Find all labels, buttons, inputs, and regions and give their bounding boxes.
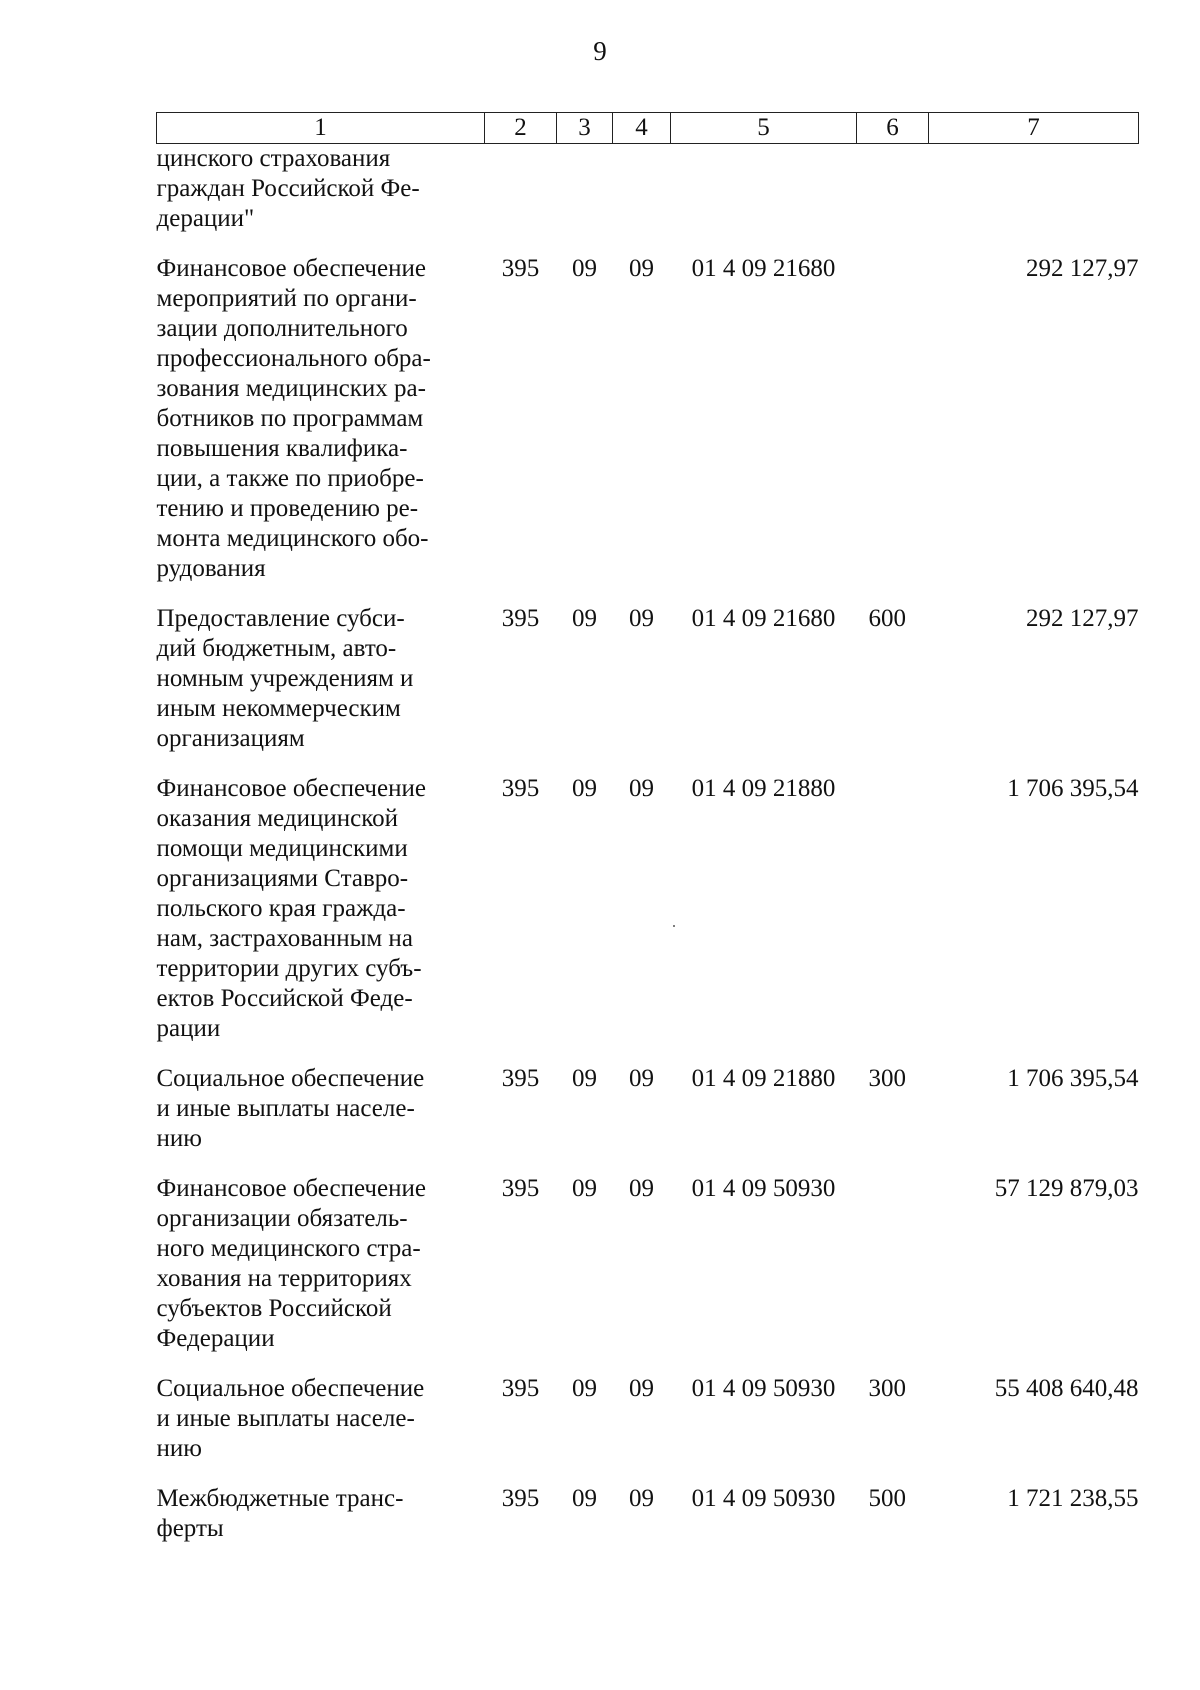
description-line: цинского страхования (156, 145, 391, 172)
table-body (157, 144, 1139, 1565)
description-line: граждан Российской Фе- (156, 175, 420, 202)
description-line: польского края гражда- (156, 895, 406, 922)
cell-vr: 500 (868, 1485, 906, 1512)
cell-amount: 1 706 395,54 (1007, 1065, 1139, 1092)
cell-vr (857, 1174, 929, 1374)
cell-gr: 395 (501, 775, 540, 802)
description-line: ции, а также по приобре- (156, 465, 424, 492)
header-row (157, 113, 1139, 144)
budget-table (156, 112, 1139, 1564)
cell-amount: 1 721 238,55 (1007, 1485, 1139, 1512)
description-line: оказания медицинской (156, 805, 399, 832)
description-line: Финансовое обеспечение (156, 255, 426, 282)
cell-amount (929, 144, 1139, 255)
row-description (157, 604, 485, 774)
table-row (157, 144, 1139, 255)
description-line: иным некоммерческим (156, 695, 401, 722)
description-line: ботников по программам (156, 405, 424, 432)
description-line: ферты (156, 1515, 224, 1542)
cell-gr: 395 (501, 1375, 540, 1402)
row-description (157, 254, 485, 604)
description-line: повышения квалифика- (156, 435, 408, 462)
description-line: Предоставление субси- (156, 605, 405, 632)
cell-vr: 300 (868, 1065, 906, 1092)
cell-vr: 600 (868, 605, 906, 632)
cell-gr: 395 (501, 1065, 540, 1092)
description-line: мероприятий по органи- (156, 285, 417, 312)
header-col-5: 5 (671, 113, 857, 144)
description-line: субъектов Российской (156, 1295, 392, 1322)
row-description (157, 144, 485, 255)
cell-vr: 300 (868, 1375, 906, 1402)
description-line: Межбюджетные транс- (156, 1485, 404, 1512)
table-row (157, 774, 1139, 1064)
description-line: рации (156, 1015, 221, 1042)
table-row (157, 1064, 1139, 1174)
description-line: Финансовое обеспечение (156, 1175, 426, 1202)
cell-amount: 292 127,97 (1026, 255, 1139, 282)
cell-gr: 395 (501, 1175, 540, 1202)
header-col-1: 1 (157, 113, 485, 144)
description-line: тению и проведению ре- (156, 495, 419, 522)
description-line: Финансовое обеспечение (156, 775, 426, 802)
description-line: монта медицинского обо- (156, 525, 429, 552)
cell-csr: 01 4 09 21880 (691, 1065, 836, 1092)
cell-amount: 57 129 879,03 (994, 1175, 1139, 1202)
table-row (157, 604, 1139, 774)
cell-vr (857, 254, 929, 604)
description-line: организации обязатель- (156, 1205, 408, 1232)
cell-rz: 09 (572, 775, 597, 802)
cell-pr: 09 (629, 1375, 654, 1402)
description-line: номным учреждениям и (156, 665, 414, 692)
description-line: нию (156, 1435, 202, 1462)
row-description (157, 1174, 485, 1374)
header-col-4: 4 (613, 113, 671, 144)
cell-pr: 09 (629, 605, 654, 632)
cell-csr: 01 4 09 21680 (691, 255, 836, 282)
table-row (157, 1374, 1139, 1484)
description-line: ного медицинского стра- (156, 1235, 421, 1262)
cell-gr: 395 (501, 255, 540, 282)
cell-rz: 09 (572, 1065, 597, 1092)
description-line: хования на территориях (156, 1265, 412, 1292)
description-line: и иные выплаты населе- (156, 1095, 415, 1122)
cell-amount: 1 706 395,54 (1007, 775, 1139, 802)
cell-pr: 09 (629, 1485, 654, 1512)
table-row (157, 254, 1139, 604)
cell-rz: 09 (572, 605, 597, 632)
table-row (157, 1484, 1139, 1564)
cell-pr (613, 144, 671, 255)
cell-csr: 01 4 09 50930 (691, 1485, 836, 1512)
header-col-3: 3 (557, 113, 613, 144)
description-line: профессионального обра- (156, 345, 431, 372)
description-line: помощи медицинскими (156, 835, 408, 862)
cell-gr: 395 (501, 605, 540, 632)
cell-rz: 09 (572, 1175, 597, 1202)
description-line: зации дополнительного (156, 315, 408, 342)
description-line: дий бюджетным, авто- (156, 635, 397, 662)
cell-gr (485, 144, 557, 255)
cell-pr: 09 (629, 1175, 654, 1202)
description-line: Федерации (156, 1325, 275, 1352)
description-line: зования медицинских ра- (156, 375, 426, 402)
cell-amount: 292 127,97 (1026, 605, 1139, 632)
cell-vr (857, 144, 929, 255)
cell-pr: 09 (629, 255, 654, 282)
cell-csr: 01 4 09 50930 (691, 1175, 836, 1202)
description-line: территории других субъ- (156, 955, 422, 982)
cell-vr (857, 774, 929, 1064)
table-header (157, 113, 1139, 144)
description-line: рудования (156, 555, 266, 582)
cell-rz (557, 144, 613, 255)
cell-gr: 395 (501, 1485, 540, 1512)
cell-amount: 55 408 640,48 (994, 1375, 1139, 1402)
table-row (157, 1174, 1139, 1374)
description-line: ектов Российской Феде- (156, 985, 413, 1012)
cell-csr: 01 4 09 50930 (691, 1375, 836, 1402)
description-line: нию (156, 1125, 202, 1152)
header-col-2: 2 (485, 113, 557, 144)
description-line: нам, застрахованным на (156, 925, 413, 952)
description-line: и иные выплаты населе- (156, 1405, 415, 1432)
description-line: дерации" (156, 205, 255, 232)
cell-rz: 09 (572, 255, 597, 282)
cell-csr: 01 4 09 21880 (691, 775, 836, 802)
description-line: организациями Ставро- (156, 865, 409, 892)
cell-rz: 09 (572, 1485, 597, 1512)
header-col-6: 6 (857, 113, 929, 144)
cell-pr: 09 (629, 775, 654, 802)
scan-speck (673, 925, 675, 927)
row-description (157, 774, 485, 1064)
cell-csr: 01 4 09 21680 (691, 605, 836, 632)
row-description (157, 1064, 485, 1174)
row-description (157, 1374, 485, 1484)
cell-csr (671, 144, 857, 255)
row-description (157, 1484, 485, 1564)
description-line: Социальное обеспечение (156, 1375, 425, 1402)
cell-rz: 09 (572, 1375, 597, 1402)
description-line: организациям (156, 725, 305, 752)
page-number: 9 (593, 36, 607, 66)
header-col-7: 7 (929, 113, 1139, 144)
description-line: Социальное обеспечение (156, 1065, 425, 1092)
cell-pr: 09 (629, 1065, 654, 1092)
